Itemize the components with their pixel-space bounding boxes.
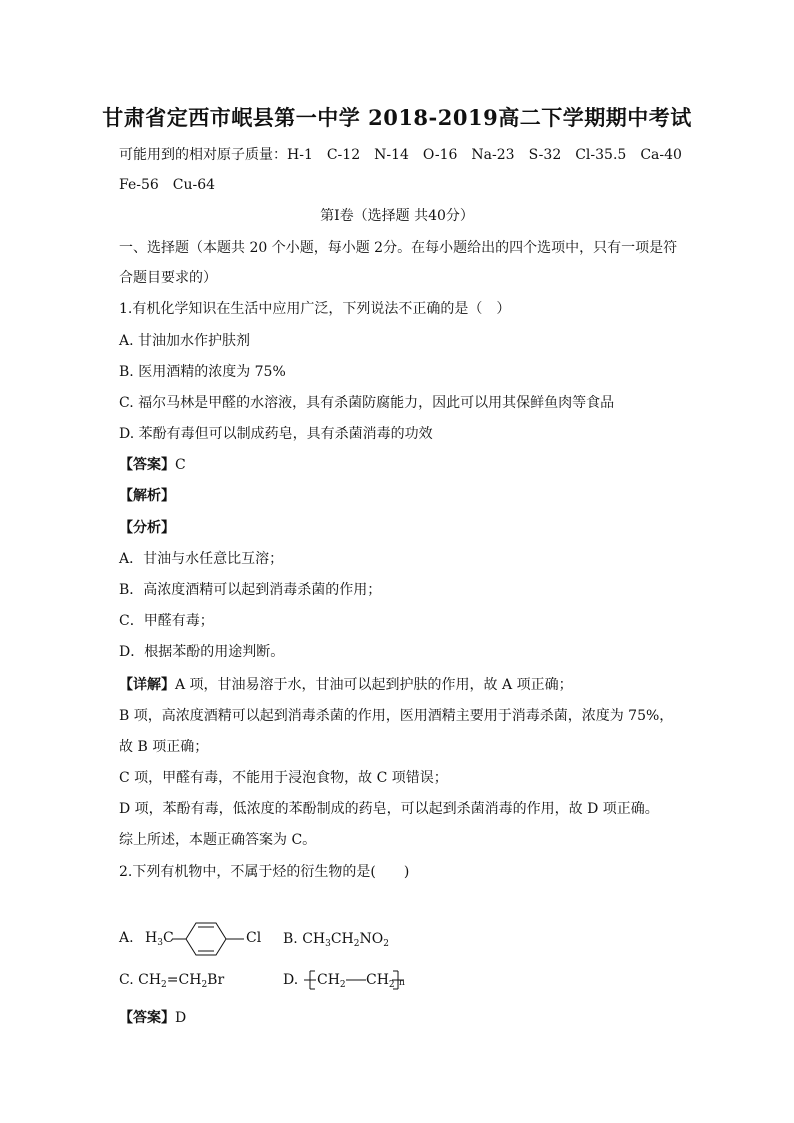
q1-option-d: D. 苯酚有毒但可以制成药皂，具有杀菌消毒的功效 [119, 426, 433, 442]
q1-fenxi-point-d: D．根据苯酚的用途判断。 [119, 644, 285, 660]
q2-option-b [283, 929, 389, 954]
q2-c-sub-2: 2 [201, 980, 208, 990]
q2-answer-value: D [175, 1010, 187, 1026]
q1-analysis-label: 【解析】 [119, 488, 175, 504]
q2-a-h-sub: 3 [157, 938, 163, 948]
q2-c-text-3: Br [207, 972, 225, 988]
q2-d-sub-a: 2 [339, 980, 346, 990]
q2-a-cl: Cl [246, 930, 262, 946]
q2-a-h3c [145, 928, 174, 953]
q2-b-sub-1: 3 [325, 939, 331, 949]
q2-a-h: H [145, 930, 158, 946]
q1-fenxi-point-a: A．甘油与水任意比互溶； [119, 551, 284, 567]
detail-label: 【详解】 [119, 677, 175, 693]
q2-d-ch2-1 [317, 970, 346, 995]
q2-a-label: A. [119, 930, 134, 946]
q2-answer [119, 1008, 186, 1028]
q2-b-sub-3: 2 [383, 939, 389, 949]
q2-d-ch-a: CH [317, 972, 340, 988]
atomic-masses-line-2: Fe-56 Cu-64 [119, 177, 216, 193]
q2-answer-label: 【答案】 [119, 1010, 175, 1026]
instructions-line-2: 合题目要求的） [119, 270, 217, 286]
q1-detail-b-2: 故 B 项正确； [119, 739, 209, 755]
q2-a-c: C [162, 930, 174, 946]
left-bracket-icon [304, 968, 316, 992]
q2-b-text-1: B. CH [283, 931, 326, 947]
section-title: 第Ⅰ卷（选择题 共40分） [320, 208, 474, 224]
q2-b-sub-2: 2 [353, 939, 360, 949]
q2-d-ch2-2 [366, 970, 395, 995]
single-bond-line [346, 968, 366, 992]
q1-fenxi-point-b: B．高浓度酒精可以起到消毒杀菌的作用； [119, 582, 382, 598]
q1-option-a: A. 甘油加水作护肤剂 [119, 333, 251, 349]
q1-option-b: B. 医用酒精的浓度为 75% [119, 364, 286, 380]
q1-option-c: C. 福尔马林是甲醛的水溶液，具有杀菌防腐能力，因此可以用其保鲜鱼肉等食品 [119, 395, 615, 411]
answer-label: 【答案】 [119, 457, 175, 473]
q2-c-sub-1: 2 [161, 980, 167, 990]
q2-b-text-3: NO [359, 931, 384, 947]
instructions-line-1: 一、选择题（本题共 20 个小题，每小题 2分。在每小题给出的四个选项中，只有一项是符 [119, 240, 678, 256]
q2-c-text-1: C. CH [119, 972, 162, 988]
q2-option-c [119, 970, 224, 995]
atomic-masses-line-1: 可能用到的相对原子质量：H-1 C-12 N-14 O-16 Na-23 S-32 Cl-35.5 Ca-40 [119, 147, 682, 163]
q2-d-sub-b: 2 [388, 980, 395, 990]
benzene-ring-structure [172, 917, 250, 961]
answer-value: C [175, 457, 186, 473]
q1-stem: 1.有机化学知识在生活中应用广泛，下列说法不正确的是（ ） [119, 301, 511, 317]
q1-fenxi-point-c: C．甲醛有毒； [119, 613, 214, 629]
q2-b-text-2: CH [330, 931, 354, 947]
q1-detail-c: C 项，甲醛有毒，不能用于浸泡食物，故 C 项错误； [119, 770, 448, 786]
q1-fenxi-label: 【分析】 [119, 520, 175, 536]
q2-d-n: n [399, 978, 405, 988]
q2-d-ch-b: CH [366, 972, 389, 988]
q2-d-label: D. [283, 972, 299, 988]
q1-detail-d: D 项，苯酚有毒，低浓度的苯酚制成的药皂，可以起到杀菌消毒的作用，故 D 项正确。 [119, 801, 659, 817]
q1-detail-b-1: B 项，高浓度酒精可以起到消毒杀菌的作用，医用酒精主要用于消毒杀菌，浓度为 75%， [119, 708, 674, 724]
q1-answer [119, 455, 186, 475]
q2-stem: 2.下列有机物中，不属于烃的衍生物的是( ) [119, 864, 410, 880]
q2-c-text-2: =CH [166, 972, 202, 988]
page-title: 甘肃省定西市岷县第一中学 2018-2019高二下学期期中考试 [102, 105, 692, 130]
q1-detail-a [119, 675, 573, 695]
detail-a-text: A 项，甘油易溶于水，甘油可以起到护肤的作用，故 A 项正确； [175, 677, 573, 693]
q1-summary: 综上所述，本题正确答案为 C。 [119, 832, 317, 848]
